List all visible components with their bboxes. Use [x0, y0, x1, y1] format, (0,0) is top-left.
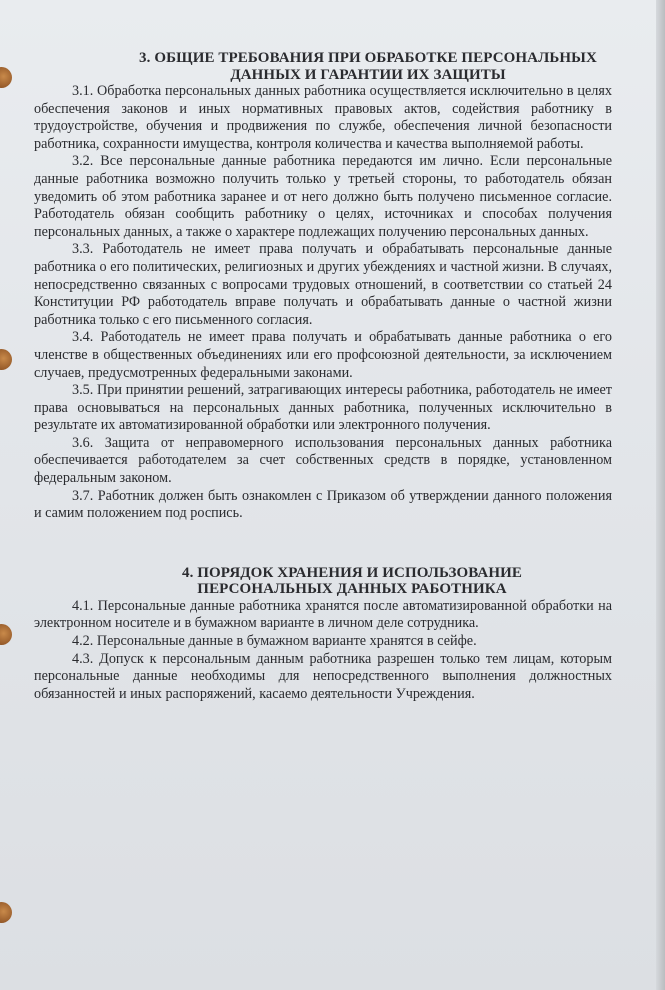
punch-hole — [0, 349, 12, 370]
section-3-title-line-1: 3. ОБЩИЕ ТРЕБОВАНИЯ ПРИ ОБРАБОТКЕ ПЕРСОНАЛЬНЫХ — [139, 50, 597, 66]
paragraph-3-2: 3.2. Все персональные данные работника передаются им лично. Если персональные данные работника возможно получить только у третьей стороны, то работодатель обязан уведомить об этом работника заранее и от него должно быть получено письменное согласие. Работодатель обязан сообщить работнику о целях, источниках и способах получения персональных данных, а также о характере подлежащих получению персональных данных. — [34, 153, 612, 240]
paragraph-3-7: 3.7. Работник должен быть ознакомлен с Приказом об утверждении данного положения и самим положением под роспись. — [34, 487, 612, 522]
paragraph-4-3: 4.3. Допуск к персональным данным работника разрешен только тем лицам, которым персональные данные необходимы для непосредственного выполнения должностных обязанностей и иных распоряжений, касаемо деятельности Учреждения. — [34, 650, 612, 702]
paragraph-3-3: 3.3. Работодатель не имеет права получать и обрабатывать персональные данные работника о его политических, религиозных и других убеждениях и частной жизни. В случаях, непосредственно связанных с вопросами трудовых отношений, в соответствии со статьей 24 Конституции РФ работодатель вправе получать и обрабатывать данные о частной жизни работника только с его письменного согласия. — [34, 241, 612, 328]
section-spacer — [34, 523, 612, 565]
paragraph-3-5: 3.5. При принятии решений, затрагивающих интересы работника, работодатель не имеет права основываться на персональных данных работника, полученных исключительно в результате их автоматизированной обработки или электронного получения. — [34, 382, 612, 434]
punch-hole — [0, 624, 12, 645]
section-4 — [34, 565, 612, 704]
paragraph-3-6: 3.6. Защита от неправомерного использования персональных данных работника обеспечивается работодателем за счет собственных средств в порядке, установленном федеральным законом. — [34, 434, 612, 487]
document-body — [34, 50, 612, 703]
paragraph-3-1: 3.1. Обработка персональных данных работника осуществляется исключительно в целях обеспечения законов и иных нормативных правовых актов, содействия работнику в трудоустройстве, обучения и продвижения по службе, обеспечения личной безопасности работника, сохранности имущества, контроля количества и качества выполняемой работы. — [34, 83, 612, 152]
section-4-title-line-2: ПЕРСОНАЛЬНЫХ ДАННЫХ РАБОТНИКА — [197, 581, 507, 598]
paragraph-3-4: 3.4. Работодатель не имеет права получать и обрабатывать данные работника о его членстве в общественных объединениях или его профсоюзной деятельности, за исключением случаев, предусмотренных федеральными законами. — [34, 329, 612, 381]
section-3-title — [34, 50, 612, 83]
section-3-title-line-2: ДАННЫХ И ГАРАНТИИ ИХ ЗАЩИТЫ — [230, 66, 506, 83]
punch-hole — [0, 902, 12, 923]
paragraph-4-1: 4.1. Персональные данные работника хранятся после автоматизированной обработки на электронном носителе и в бумажном варианте в личном деле сотрудника. — [34, 597, 612, 632]
paragraph-4-2: 4.2. Персональные данные в бумажном варианте хранятся в сейфе. — [72, 633, 477, 650]
page-edge — [656, 0, 665, 990]
section-3 — [34, 50, 612, 523]
section-4-title — [34, 565, 612, 598]
punch-hole — [0, 67, 12, 88]
section-4-title-line-1: 4. ПОРЯДОК ХРАНЕНИЯ И ИСПОЛЬЗОВАНИЕ — [181, 564, 523, 581]
